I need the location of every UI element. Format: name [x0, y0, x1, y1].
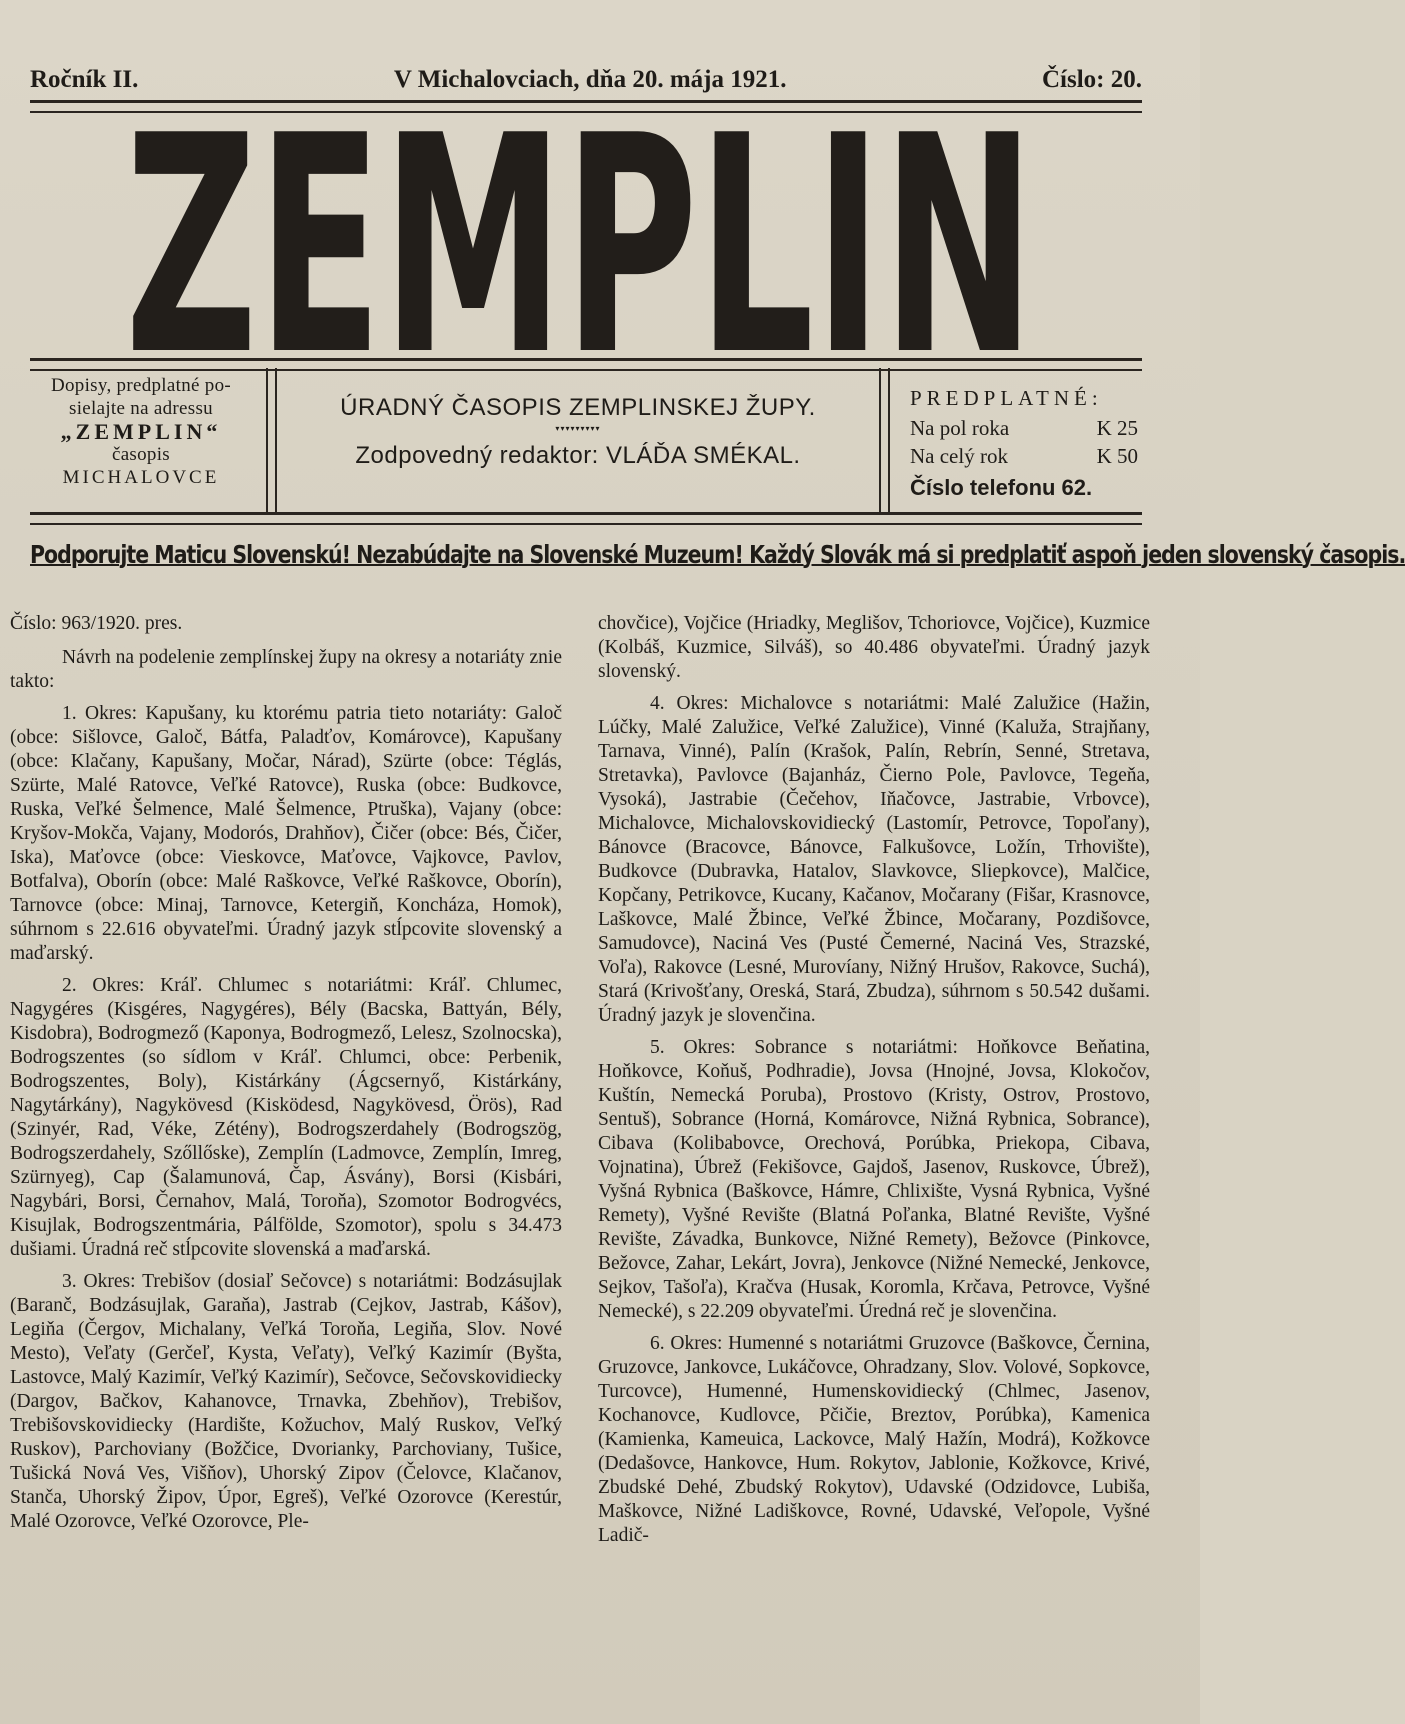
price-half-year: [910, 414, 1142, 442]
okres-paragraph: 6. Okres: Humenné s notariátmi Gruzovce (Baškovce, Černina, Gruzovce, Jankovce, Lukáčovce, Ohradzany, Slov. Volové, Sopkovce, Turcovce), Humenné, Humenskovidiecký (Chlmec, Jasenov, Kochanovce, Kudlovce, Pčičie, Breztov, Porúbka), Kamenica (Kamienka, Kameuica, Lackovce, Malý Hažín, Modrá), Kožkovce (Dedašovce, Hankovce, Hum. Rokytov, Jablonie, Kožkovce, Krivé, Zbudské Dehé, Zbudský Rokytov), Udavské (Odzidovce, Lubiša, Maškovce, Nižné Ladiškovce, Rovné, Udavské, Veľopole, Vyšné Ladič-: [598, 1333, 1150, 1546]
address-city: MICHALOVCE: [62, 467, 220, 488]
address-block: [30, 366, 252, 514]
issue-number: Číslo: 20.: [1042, 66, 1142, 93]
price-half-label: Na pol roka: [910, 416, 1010, 440]
info-rule-bottom: [30, 512, 1142, 525]
article-reference: Číslo: 963/1920. pres.: [10, 613, 183, 634]
address-line-3: časopis: [111, 444, 171, 465]
okres-paragraph: 3. Okres: Trebišov (dosiaľ Sečovce) s notariátmi: Bodzásujlak (Baranč, Bodzásujlak, Garaňa), Jastrab (Cejkov, Jastrab, Kášov), Legiňa (Čergov, Michalany, Veľká Toroňa, Legiňa, Slov. Nové Mesto), Veľaty (Gerčeľ, Kysta, Veľaty), Veľký Kazimír (Byšta, Lastovce, Malý Kazimír, Veľký Kazimír), Sečovce, Sečovskovidiecky (Dargov, Bačkov, Kahanovce, Trnavka, Zbehňov), Trebišov, Trebišovskovidiecky (Hardište, Kožuchov, Malý Ruskov, Veľký Ruskov), Parchoviany (Božčice, Dvorianky, Parchoviany, Tušice, Tušická Nová Ves, Višňov), Uhorský Zipov (Čelovce, Klačanov, Stanča, Uhorský Žipov, Úpor, Egreš), Veľké Ozorovce (Kerestúr, Malé Ozorovce, Veľké Ozorovce, Ple-: [10, 1271, 562, 1532]
address-line-2: sielajte na adressu: [69, 398, 213, 419]
okres-paragraph: 4. Okres: Michalovce s notariátmi: Malé Zalužice (Hažin, Lúčky, Malé Zalužice, Veľké Zalužice), Vinné (Kaluža, Strajňany, Tarnava, Vinné), Palín (Krašok, Palín, Rebrín, Senné, Stretava, Stretavka), Pavlovce (Bajanház, Čierno Pole, Pavlovce, Tegeňa, Vysoká), Jastrabie (Čečehov, Iňačovce, Jastrabie, Vrbovce), Michalovce, Michalovskovidiecký (Lastomír, Petrovce, Topoľany), Bánovce (Bracovce, Bánovce, Falkušovce, Ložín, Trhovište), Budkovce (Dubravka, Hatalov, Slavkovce, Sliepkovce), Malčice, Kopčany, Petrikovce, Kucany, Kačanov, Močarany (Fišar, Krasnovce, Laškovce, Malé Žbince, Veľké Žbince, Močarany, Pozdišovce, Samudovce), Naciná Ves (Pusté Čemerné, Naciná Ves, Strazské, Voľa), Rakovce (Lesné, Murovíany, Nižný Hrušov, Rakovce, Suchá), Stará (Krivošťany, Oreská, Stará, Zbudza), súhrnom s 50.542 dušami. Úradný jazyk je slovenčina.: [598, 693, 1150, 1026]
address-name: „ZEMPLIN“: [60, 419, 222, 444]
okres-paragraph: 1. Okres: Kapušany, ku ktorému patria tieto notariáty: Galoč (obce: Sišlovce, Galoč, Bátfa, Paladťov, Komárovce), Kapušany (obce: Klačany, Kapušany, Močar, Nárad), Szürte (obce: Téglás, Szürte, Malé Ratovce, Veľké Ratovce), Ruska (obce: Budkovce, Ruska, Veľké Šelmence, Malé Šelmence, Ptruška), Vajany (obce: Kryšov-Mokča, Vajany, Modorós, Drahňov), Čičer (obce: Bés, Čičer, Iska), Maťovce (obce: Vieskovce, Maťovce, Vajkovce, Pavlov, Botfalva), Oborín (obce: Malé Raškovce, Veľké Raškovce, Oborín), Tarnovce (obce: Minaj, Tarnovce, Ketergiň, Koncháza, Homok), súhrnom s 22.616 obyvateľmi. Úradný jazyk stĺpcovite slovenský a maďarský.: [10, 703, 562, 964]
article-intro: Návrh na podelenie zemplínskej župy na okresy a notariáty znie takto:: [10, 647, 562, 692]
slogan-banner: Podporujte Maticu Slovenskú! Nezabúdajte na Slovenské Muzeum! Každý Slovák má si predplatiť aspoň jeden slovenský časopis.: [30, 540, 1405, 569]
divider: [266, 368, 277, 512]
info-box: [30, 366, 1142, 514]
address-line-1: Dopisy, predplatné po-: [50, 375, 232, 396]
masthead-title: ZEMPLIN: [125, 72, 1035, 421]
article-columns: [10, 612, 1150, 1724]
official-title: ÚRADNÝ ČASOPIS ZEMPLINSKEJ ŽUPY.: [340, 394, 816, 421]
okres-paragraph: 5. Okres: Sobrance s notariátmi: Hoňkovce Beňatina, Hoňkovce, Koňuš, Podhradie), Jovsa (Hnojné, Jovsa, Klokočov, Kuštín, Nemecká Poruba), Prostovo (Kristy, Ostrov, Prostovo, Sentuš), Sobrance (Horná, Komárovce, Nižná Rybnica, Sobrance), Cibava (Kolibabovce, Orechová, Porúbka, Priekopa, Cibava, Vojnatina), Úbrež (Fekišovce, Gajdoš, Jasenov, Ruskovce, Úbrež), Vyšná Rybnica (Baškovce, Hámre, Chlixište, Vysná Rybnica, Vyšné Remety), Vyšné Revište (Blatná Poľanka, Blatné Revište, Vyšné Revište, Závadka, Bunkovce, Nižné Remety), Bežovce (Pinkovce, Bežovce, Zahar, Lekárt, Jovra), Jenkovce (Nižné Nemecké, Jenkovce, Sejkov, Tašoľa), Kračva (Husak, Koromla, Krčava, Petrovce, Vyšné Nemecké), s 22.209 obyvateľmi. Úredná reč je slovenčina.: [598, 1037, 1150, 1322]
ornament: ▾▾▾▾▾▾▾▾▾: [555, 424, 601, 433]
official-block: [291, 366, 865, 514]
price-half-value: K 25: [1096, 416, 1138, 440]
price-full-year: [910, 442, 1142, 470]
subscription-block: [904, 366, 1142, 514]
column-right: [598, 612, 1150, 1724]
okres-paragraph: chovčice), Vojčice (Hriadky, Meglišov, Tchoriovce, Vojčice), Kuzmice (Kolbáš, Kuzmice, Silváš), so 40.486 obyvateľmi. Úradný jazyk slovenský.: [598, 613, 1150, 682]
okres-paragraph: 2. Okres: Kráľ. Chlumec s notariátmi: Kráľ. Chlumec, Nagygéres (Kisgéres, Nagygéres), Bély (Bacska, Battyán, Bély, Kisdobra), Bodrogmező (Kaponya, Bodrogmező, Lelesz, Szolnocska), Bodrogszentes (so sídlom v Kráľ. Chlumci, obce: Perbenik, Bodrogszentes, Boly), Kistárkány (Ágcsernyő, Kistárkány, Nagytárkány), Nagykövesd (Kisködesd, Nagykövesd, Örös), Rad (Szinyér, Rad, Véke, Zétény), Bodrogszerdahely (Bodrogszög, Bodrogszerdahely, Szőllőske), Zemplín (Ladmovce, Zemplín, Imreg, Szürnyeg), Cap (Šalamunová, Čap, Ásvány), Borsi (Kisbári, Nagybári, Borsi, Černahov, Malá, Toroňa), Szomotor Bodrogvécs, Kisujlak, Bodrogszentmária, Pálfölde, Szomotor), spolu s 34.473 dušiami. Úradná reč stĺpcovite slovenská a maďarská.: [10, 975, 562, 1260]
column-left: [10, 612, 562, 1724]
place-date: V Michalovciach, dňa 20. mája 1921.: [393, 66, 787, 93]
phone-number: Číslo telefonu 62.: [910, 475, 1093, 500]
editor-line: Zodpovedný redaktor: VLÁĎA SMÉKAL.: [355, 442, 801, 469]
price-year-value: K 50: [1096, 444, 1138, 468]
divider: [879, 368, 890, 512]
price-year-label: Na celý rok: [910, 444, 1008, 468]
subscription-title: PREDPLATNÉ:: [910, 386, 1103, 410]
volume-label: Ročník II.: [30, 66, 139, 93]
